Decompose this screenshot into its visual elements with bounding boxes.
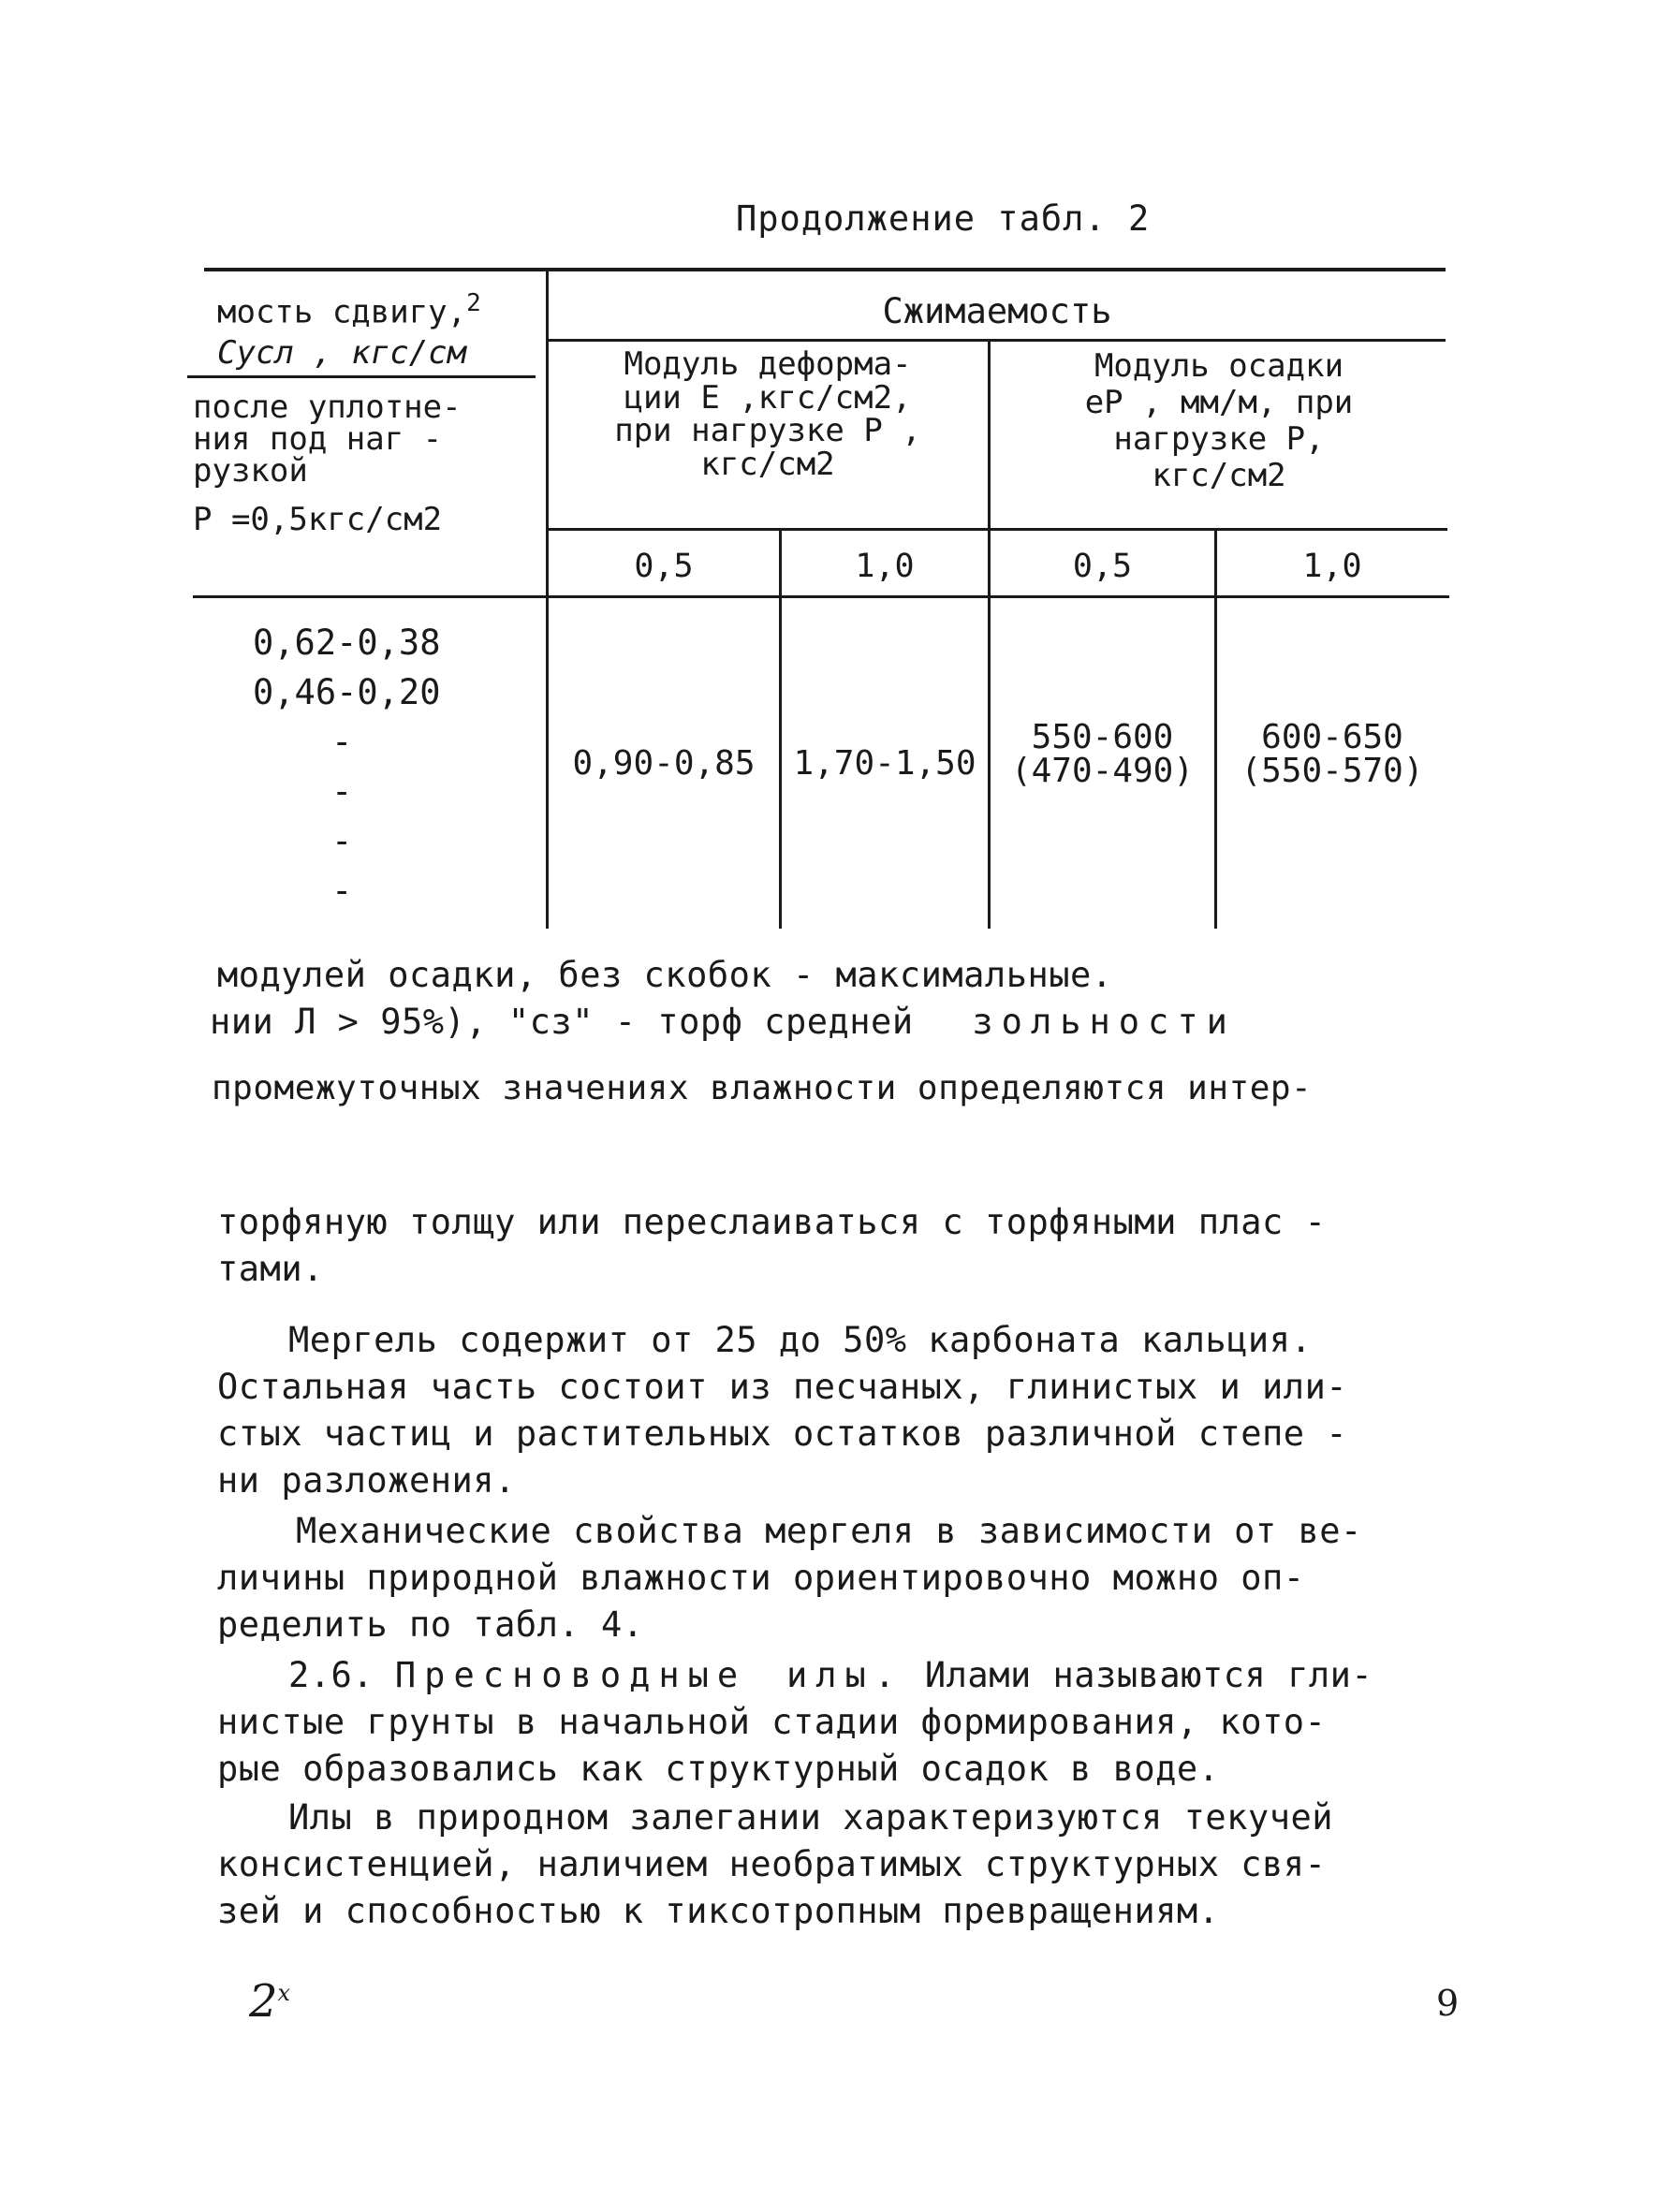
- section-heading-line: 2.6. Пресноводные илы. Илами называются гли-: [288, 1655, 1373, 1695]
- paragraph-line: личины природной влажности ориентировочно можно оп-: [217, 1558, 1305, 1598]
- header-shear-line1: мость сдвигу,$^2$: [217, 289, 481, 331]
- E-value-10: 1,70-1,50: [793, 744, 976, 783]
- shear-value: -: [331, 871, 353, 911]
- load-e-05: 0,5: [634, 548, 694, 585]
- header-rule-shear: [187, 375, 536, 378]
- load-ep-10: 1,0: [1302, 548, 1362, 585]
- shear-value: 0,62-0,38: [253, 623, 441, 663]
- shear-value: -: [331, 722, 353, 762]
- table-caption: Продолжение табл. 2: [736, 198, 1151, 239]
- header-shear-line2: Cусл , кгс/см: [217, 334, 467, 372]
- header-shear-after-compaction: после уплотне- ния под наг - рузкой P =0,5кгс/см2: [193, 388, 462, 538]
- table-divider-shear: [546, 270, 549, 929]
- note-line: промежуточных значениях влажности определяются интер-: [212, 1069, 1313, 1107]
- paragraph-line: рые образовались как структурный осадок в воде.: [217, 1749, 1220, 1789]
- paragraph-line: торфяную толщу или переслаиваться с торфяными плас -: [217, 1202, 1327, 1242]
- paragraph-line: Механические свойства мергеля в зависимости от ве-: [296, 1511, 1362, 1551]
- paragraph-line: нистые грунты в начальной стадии формирования, кото-: [217, 1702, 1327, 1742]
- paragraph-line: ни разложения.: [217, 1460, 516, 1501]
- paragraph-line: Мергель содержит от 25 до 50% карбоната кальция.: [288, 1320, 1313, 1360]
- header-settlement-modulus: Модуль осадки eP , мм/м, при нагрузке P, кгс/см2: [1084, 347, 1354, 495]
- section-heading-2: илы.: [785, 1655, 904, 1695]
- header-rule-loads: [549, 528, 1447, 531]
- table-top-rule: [204, 268, 1446, 271]
- paragraph-line: Остальная часть состоит из песчаных, глинистых и или-: [217, 1367, 1348, 1407]
- paragraph-line: ределить по табл. 4.: [217, 1604, 644, 1645]
- shear-values: [253, 618, 440, 916]
- shear-value: 0,46-0,20: [253, 672, 441, 712]
- section-number: 2.6.: [288, 1655, 374, 1695]
- paragraph-line: Илы в природном залегании характеризуются текучей: [288, 1797, 1334, 1838]
- note-line: нии Л > 95%), "сз" - торф средней зольности: [210, 1002, 1236, 1042]
- shear-value: -: [331, 821, 353, 861]
- shear-value: -: [331, 771, 353, 812]
- header-deformation-modulus: Модуль деформа- ции E ,кгс/см2, при нагрузке P , кгс/см2: [614, 345, 921, 484]
- E-value-05: 0,90-0,85: [572, 744, 756, 783]
- paragraph-line: консистенцией, наличием необратимых структурных свя-: [217, 1844, 1327, 1884]
- ep-value-10: 600-650 (550-570): [1241, 718, 1424, 790]
- table-divider-e-loads: [779, 530, 782, 929]
- header-bottom-rule: [193, 595, 1449, 598]
- paragraph-line: стых частиц и растительных остатков различной степе -: [217, 1414, 1348, 1454]
- section-heading: Пресноводные: [394, 1655, 747, 1695]
- load-ep-05: 0,5: [1072, 548, 1133, 585]
- paragraph-line: зей и способностью к тиксотропным превращениям.: [217, 1891, 1220, 1931]
- header-rule-compressibility: [549, 339, 1446, 342]
- signature-mark: 2$^x$: [249, 1975, 291, 2028]
- paragraph-line: тами.: [217, 1249, 324, 1289]
- table-divider-modulus: [988, 341, 991, 929]
- header-compressibility: Сжимаемость: [882, 291, 1112, 331]
- page-number: 9: [1436, 1983, 1460, 2024]
- note-line: модулей осадки, без скобок - максимальные.: [217, 955, 1113, 995]
- load-e-10: 1,0: [855, 548, 915, 585]
- ep-value-05: 550-600 (470-490): [1010, 718, 1195, 790]
